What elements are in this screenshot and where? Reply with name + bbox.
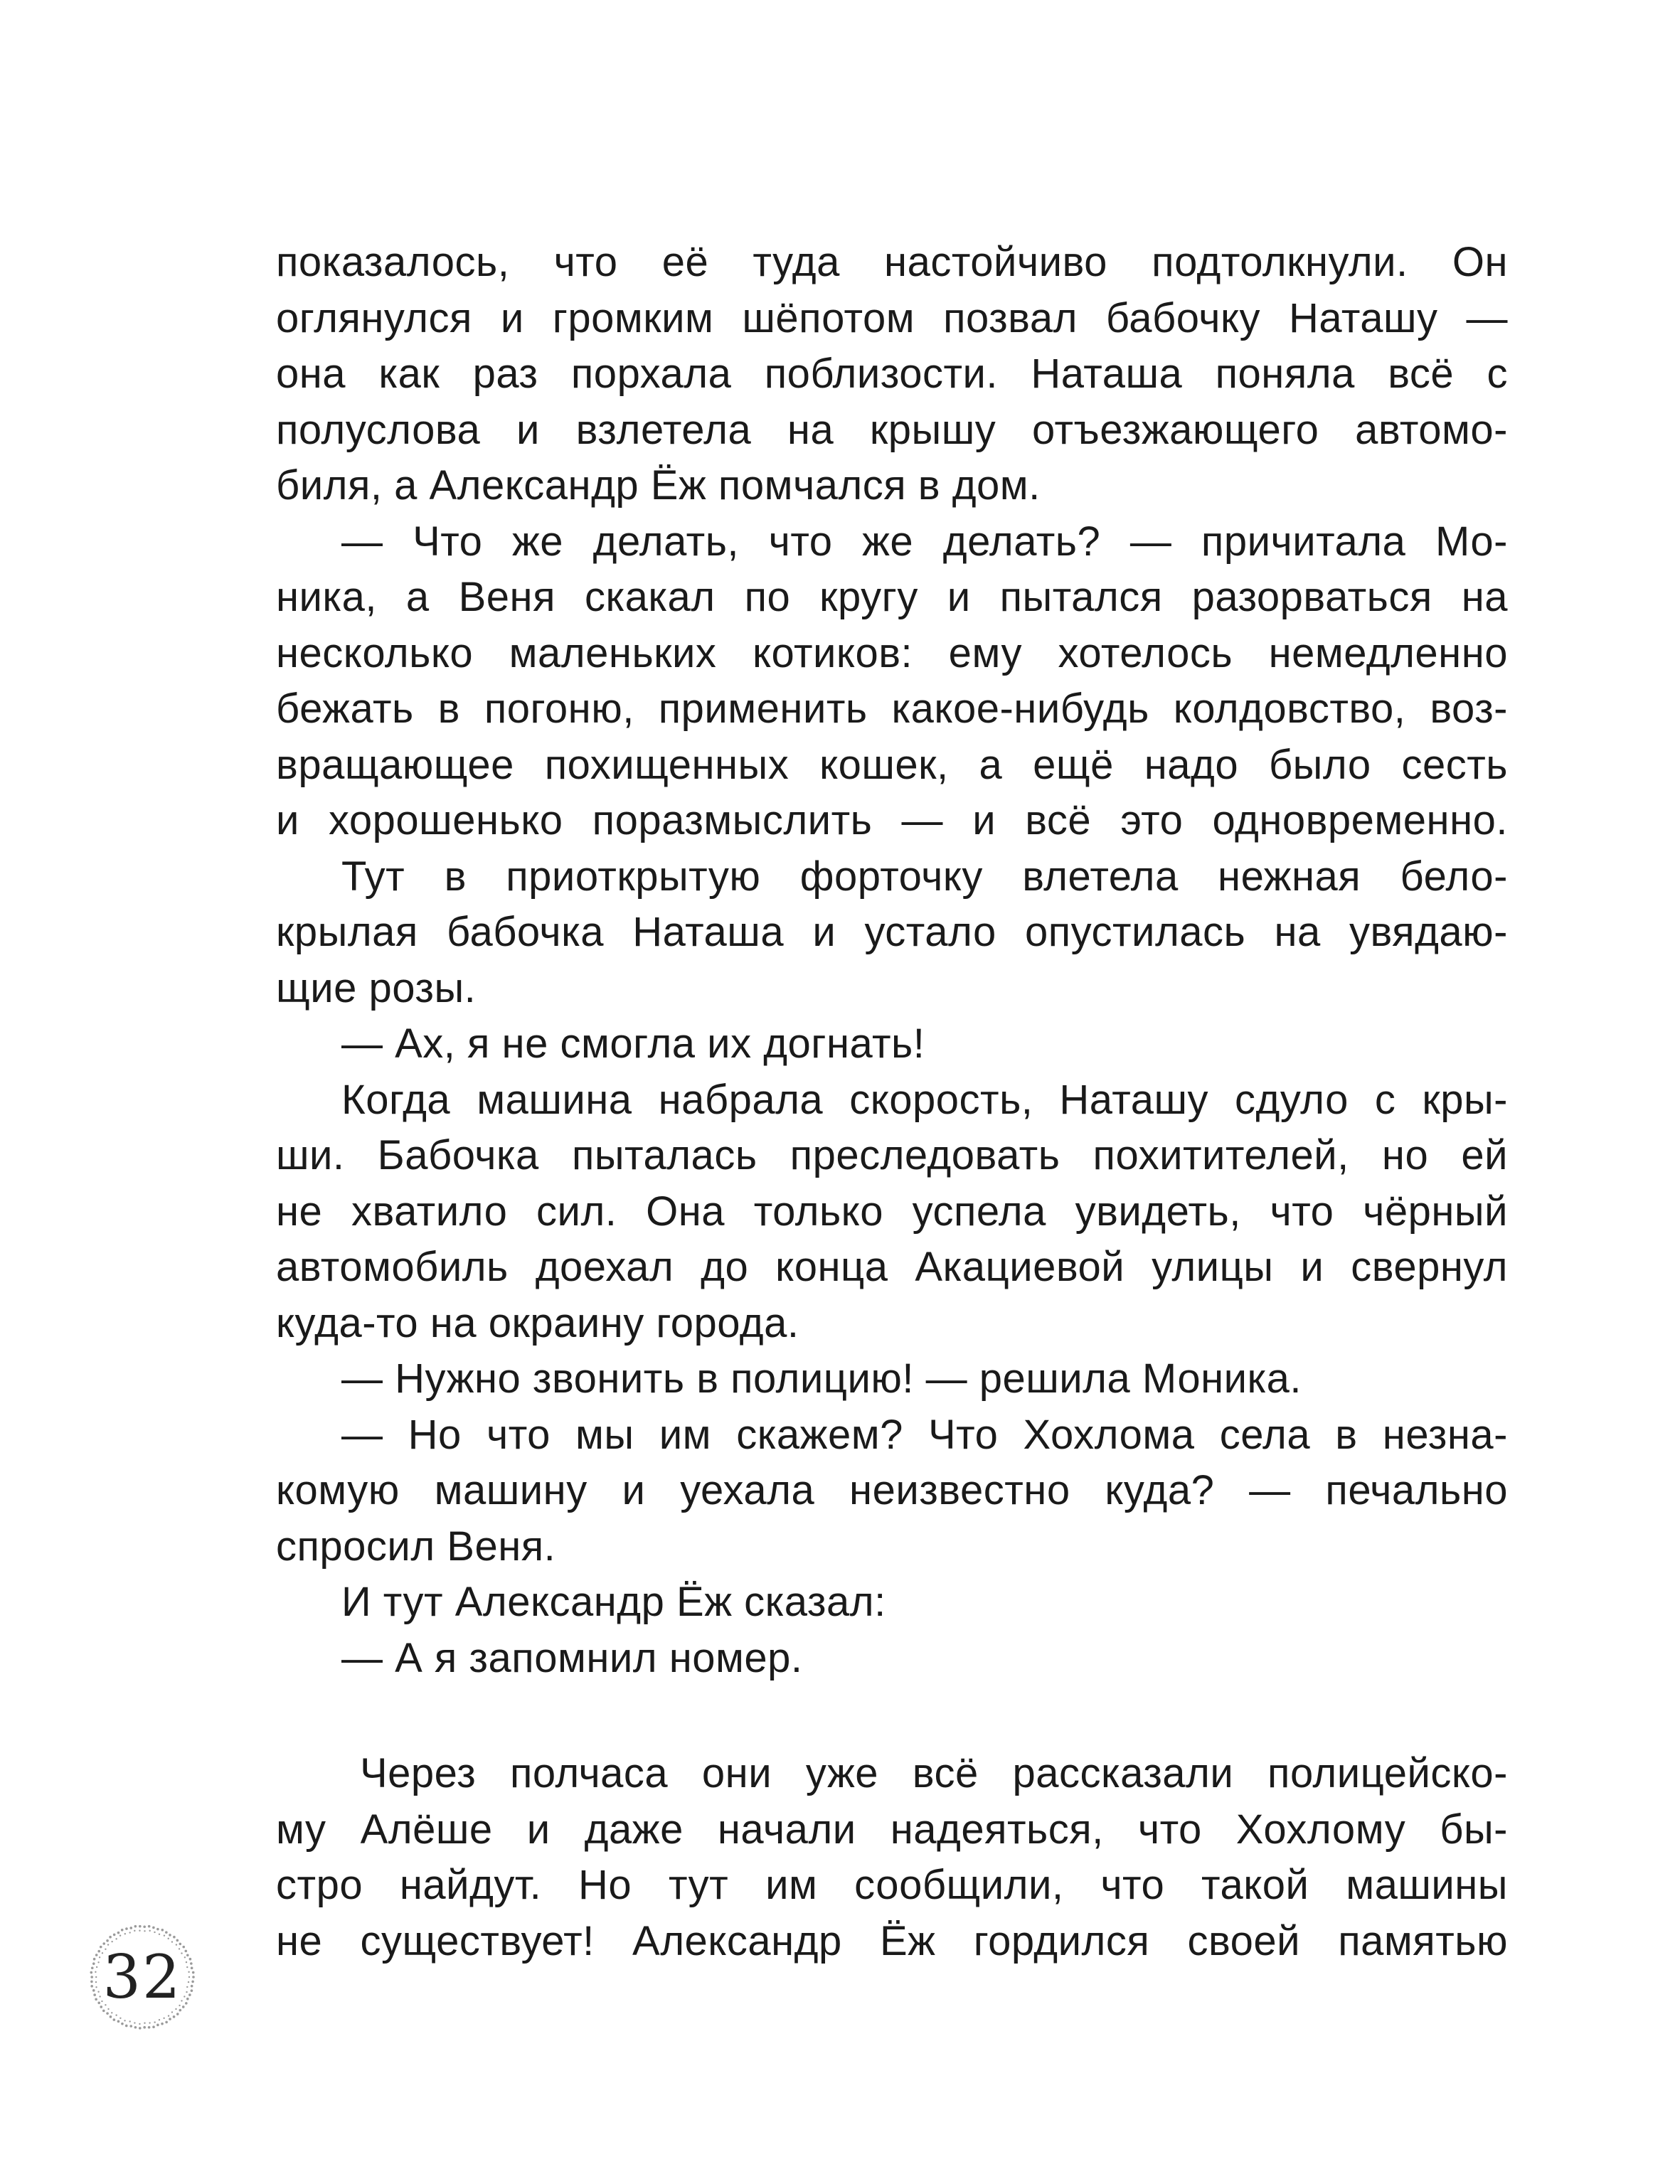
page-number-badge	[85, 1920, 199, 2034]
top-text-line: Когда машина набрала скорость, Наташу сдуло с кры-	[341, 1076, 1508, 1123]
top-text-line: ши. Бабочка пыталась преследовать похитителей, но ей	[276, 1132, 1508, 1178]
top-text-block	[276, 235, 1508, 1686]
top-text-line: вращающее похищенных кошек, а ещё надо было сесть	[276, 741, 1508, 788]
bottom-text-line: Через полчаса они уже всё рассказали полицейско-	[360, 1750, 1508, 1796]
bottom-text-line: стро найдут. Но тут им сообщили, что такой машины	[276, 1862, 1508, 1908]
top-text-line: куда-то на окраину города.	[276, 1299, 799, 1346]
top-text-line: автомобиль доехал до конца Акациевой улицы и свернул	[276, 1244, 1508, 1290]
top-text-line: оглянулся и громким шёпотом позвал бабочку Наташу —	[276, 294, 1508, 341]
top-text-line: биля, а Александр Ёж помчался в дом.	[276, 462, 1041, 508]
top-text-line: не хватило сил. Она только успела увидеть, что чёрный	[276, 1188, 1508, 1235]
top-text-line: бежать в погоню, применить какое-нибудь колдовство, воз-	[276, 686, 1508, 732]
top-text-line: комую машину и уехала неизвестно куда? — печально	[276, 1467, 1508, 1513]
top-text-line: — Нужно звонить в полицию! — решила Моника.	[341, 1355, 1302, 1402]
top-text-line: Тут в приоткрытую форточку влетела нежная бело-	[341, 853, 1508, 900]
top-text-line: показалось, что её туда настойчиво подтолкнули. Он	[276, 239, 1508, 285]
top-text-line: — А я запомнил номер.	[341, 1634, 803, 1681]
page-number: 32	[102, 1942, 182, 2012]
top-text-line: и хорошенько поразмыслить — и всё это одновременно.	[276, 797, 1508, 843]
top-text-line: спросил Веня.	[276, 1523, 556, 1570]
top-text-line: — Но что мы им скажем? Что Хохлома села в незна-	[341, 1411, 1508, 1458]
top-text-line: крылая бабочка Наташа и устало опустилась на увядаю-	[276, 909, 1508, 955]
top-text-line: — Ах, я не смогла их догнать!	[341, 1021, 925, 1067]
top-text-line: полуслова и взлетела на крышу отъезжающего автомо-	[276, 406, 1508, 453]
top-text-line: щие розы.	[276, 964, 477, 1011]
bottom-text-line: му Алёше и даже начали надеяться, что Хохлому бы-	[276, 1806, 1508, 1853]
top-text-line: — Что же делать, что же делать? — причитала Мо-	[341, 518, 1508, 565]
bottom-text-block	[276, 1746, 1508, 1969]
bottom-text-line: не существует! Александр Ёж гордился своей памятью	[276, 1917, 1508, 1964]
top-text-line: ника, а Веня скакал по кругу и пытался разорваться на	[276, 574, 1508, 620]
top-text-line: И тут Александр Ёж сказал:	[341, 1579, 886, 1625]
top-text-line: она как раз порхала поблизости. Наташа поняла всё с	[276, 351, 1508, 397]
top-text-line: несколько маленьких котиков: ему хотелось немедленно	[276, 629, 1508, 676]
